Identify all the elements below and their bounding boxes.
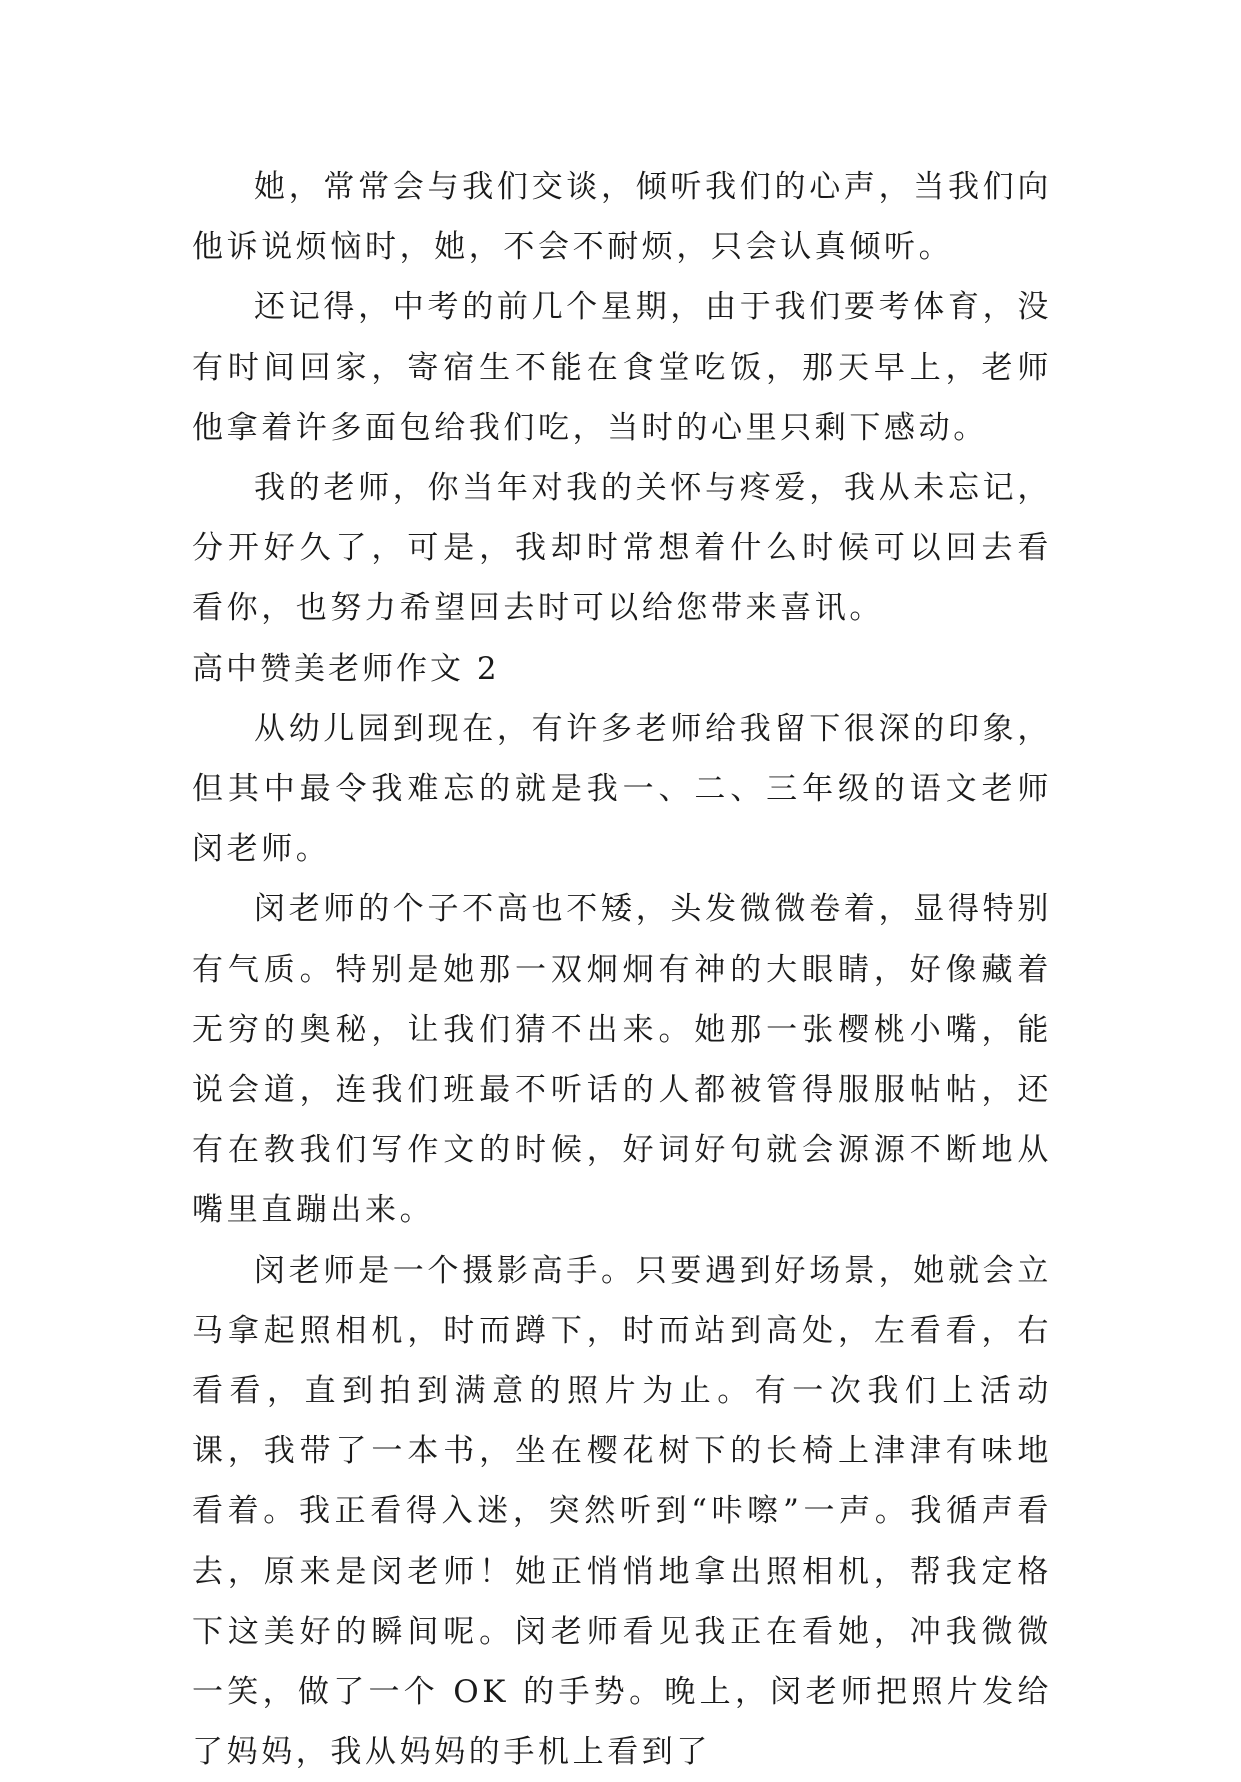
paragraph: 我的老师，你当年对我的关怀与疼爱，我从未忘记，分开好久了，可是，我却时常想着什么时候可以回去看看你，也努力希望回去时可以给您带来喜讯。: [192, 470, 1052, 627]
paragraph: 还记得，中考的前几个星期，由于我们要考体育，没有时间回家，寄宿生不能在食堂吃饭，那天早上，老师他拿着许多面包给我们吃，当时的心里只剩下感动。: [192, 289, 1052, 446]
paragraph: 她，常常会与我们交谈，倾听我们的心声，当我们向他诉说烦恼时，她，不会不耐烦，只会认真倾听。: [192, 169, 1052, 266]
paragraph: 闵老师是一个摄影高手。只要遇到好场景，她就会立马拿起照相机，时而蹲下，时而站到高处，左看看，右看看，直到拍到满意的照片为止。有一次我们上活动课，我带了一本书，坐在樱花树下的长椅上津津有味地看着。我正看得入迷，突然听到“咔嚓”一声。我循声看去，原来是闵老师！她正悄悄地拿出照相机，帮我定格下这美好的瞬间呢。闵老师看见我正在看她，冲我微微一笑，做了一个 OK 的手势。晚上，闵老师把照片发给了妈妈，我从妈妈的手机上看到了: [192, 1252, 1052, 1771]
paragraph: 闵老师的个子不高也不矮，头发微微卷着，显得特别有气质。特别是她那一双炯炯有神的大眼睛，好像藏着无穷的奥秘，让我们猜不出来。她那一张樱桃小嘴，能说会道，连我们班最不听话的人都被管得服服帖帖，还有在教我们写作文的时候，好词好句就会源源不断地从嘴里直蹦出来。: [192, 891, 1052, 1229]
document-page: [192, 157, 1052, 1782]
paragraph: 从幼儿园到现在，有许多老师给我留下很深的印象，但其中最令我难忘的就是我一、二、三年级的语文老师闵老师。: [192, 710, 1052, 868]
section-heading: 高中赞美老师作文 2: [192, 650, 500, 687]
